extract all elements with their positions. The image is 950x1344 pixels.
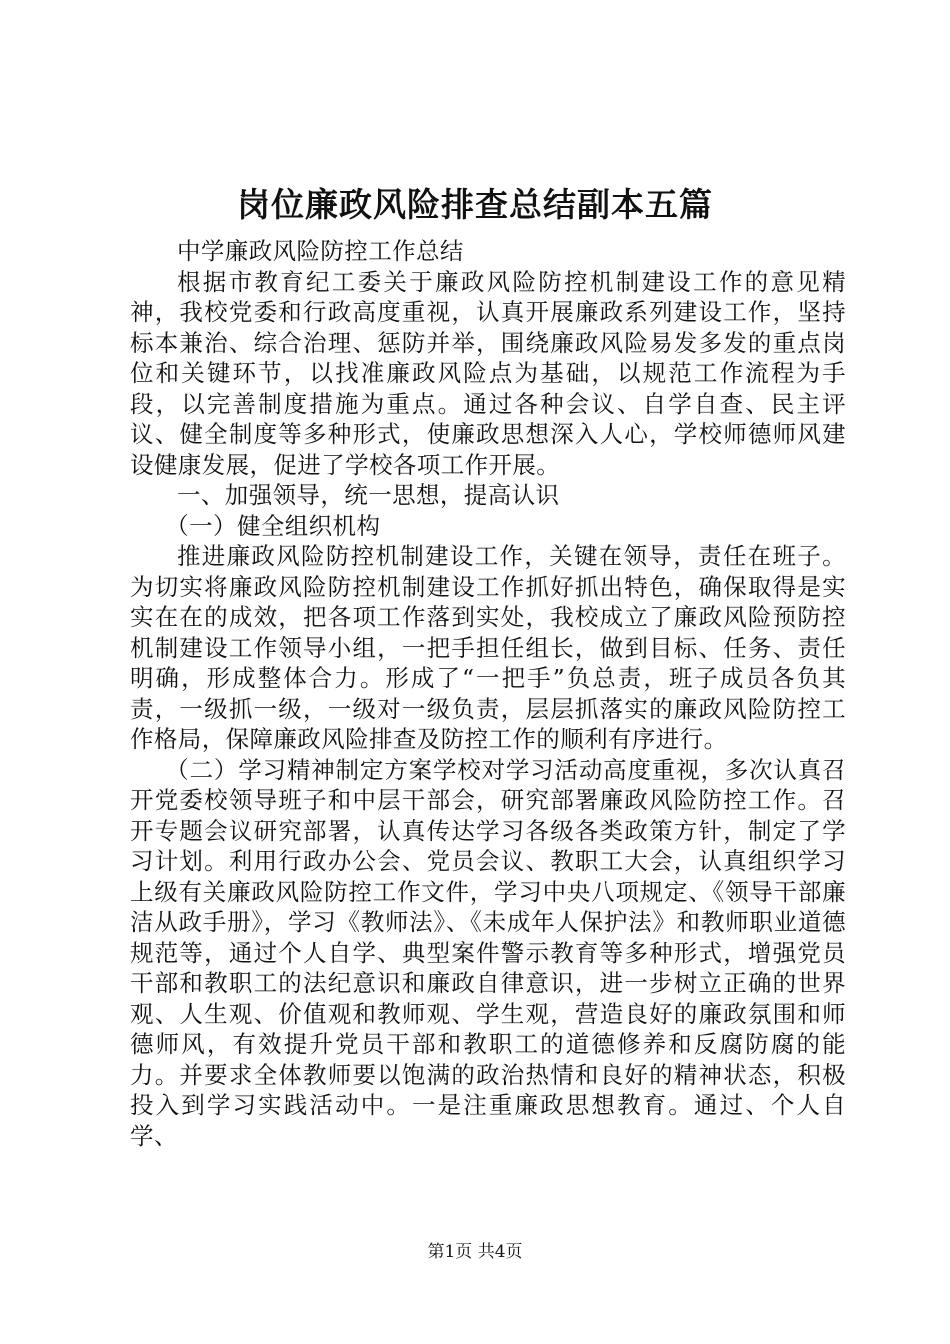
subsection-heading-1: （一）健全组织机构 bbox=[165, 511, 381, 540]
document-subtitle: 中学廉政风险防控工作总结 bbox=[177, 237, 464, 265]
paragraph-organization: 推进廉政风险防控机制建设工作，关键在领导，责任在班子。为切实将廉政风险防控机制建设工作抓好抓出特色，确保取得是实实在在的成效，把各项工作落到实处，我校成立了廉政风险预防控机制建设工作领导小组，一把手担任组长，做到目标、任务、责任明确，形成整体合力。形成了“一把手”负总责，班子成员各负其责，一级抓一级，一级对一级负责，层层抓落实的廉政风险防控工作格局，保障廉政风险排查及防控工作的顺利有序进行。 bbox=[130, 542, 846, 753]
section-heading-1: 一、加强领导，统一思想，提高认识 bbox=[177, 481, 560, 509]
document-title: 岗位廉政风险排查总结副本五篇 bbox=[237, 185, 713, 224]
page-footer: 第1页 共4页 bbox=[427, 1242, 523, 1262]
paragraph-intro: 根据市教育纪工委关于廉政风险防控机制建设工作的意见精神，我校党委和行政高度重视，认真开展廉政系列建设工作，坚持标本兼治、综合治理、惩防并举，围绕廉政风险易发多发的重点岗位和关键环节，以找准廉政风险点为基础，以规范工作流程为手段，以完善制度措施为重点。通过各种会议、自学自查、民主评议、健全制度等多种形式，使廉政思想深入人心，学校师德师风建设健康发展，促进了学校各项工作开展。 bbox=[130, 267, 846, 479]
document-body bbox=[130, 236, 846, 1151]
paragraph-study-plan: （二）学习精神制定方案学校对学习活动高度重视，多次认真召开党委校领导班子和中层干部会，研究部署廉政风险防控工作。召开专题会议研究部署，认真传达学习各级各类政策方针，制定了学习计划。利用行政办公会、党员会议、教职工大会，认真组织学习上级有关廉政风险防控工作文件，学习中央八项规定、《领导干部廉洁从政手册》，学习《教师法》、《未成年人保护法》和教师职业道德规范等，通过个人自学、典型案件警示教育等多种形式，增强党员干部和教职工的法纪意识和廉政自律意识，进一步树立正确的世界观、人生观、价值观和教师观、学生观，营造良好的廉政氛围和师德师风，有效提升党员干部和教职工的道德修养和反腐防腐的能力。并要求全体教师要以饱满的政治热情和良好的精神状态，积极投入到学习实践活动中。一是注重廉政思想教育。通过、个人自学、 bbox=[130, 755, 846, 1150]
